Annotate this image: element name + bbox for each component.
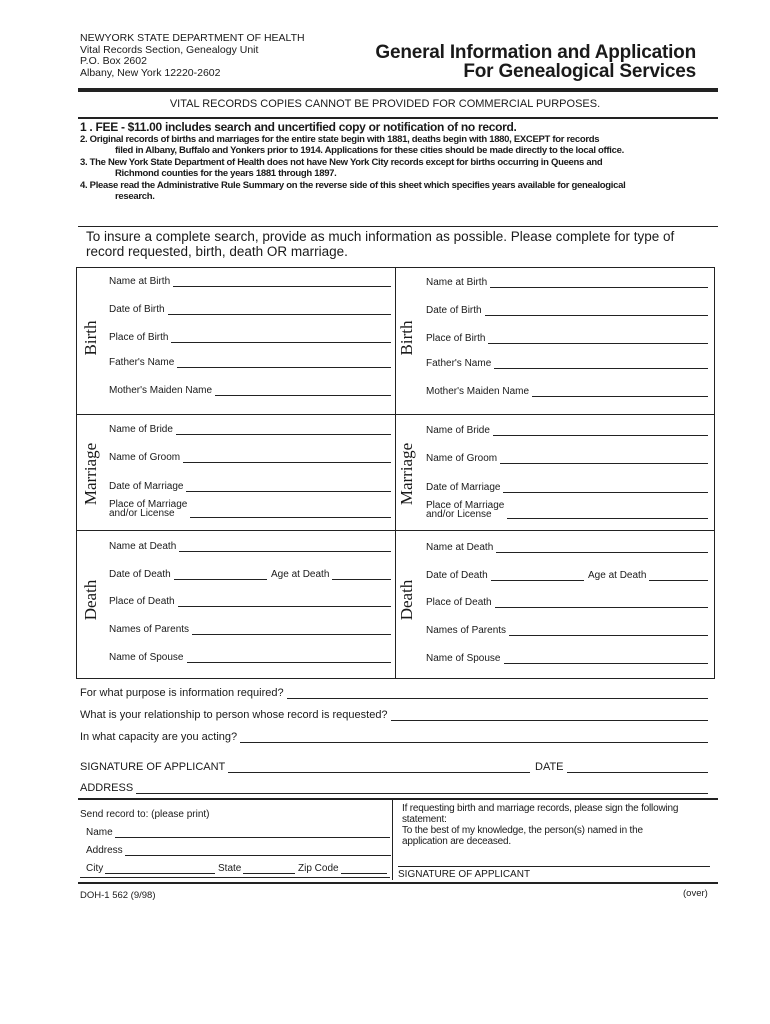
birth-father-field-2[interactable]: Father's Name: [426, 358, 708, 369]
marriage-place-field-2[interactable]: [426, 501, 708, 519]
section-label-birth: Birth: [81, 320, 100, 356]
marriage-groom-field[interactable]: Name of Groom: [109, 452, 391, 463]
marriage-place-label: Place of Marriage: [109, 499, 188, 510]
marriage-place-field[interactable]: [109, 500, 391, 518]
birth-name-field[interactable]: Name at Birth: [109, 276, 391, 287]
agency-section: Vital Records Section, Genealogy Unit: [80, 43, 259, 56]
marriage-date-field[interactable]: Date of Marriage: [109, 481, 391, 492]
birth-mother-field-2[interactable]: Mother's Maiden Name: [426, 386, 708, 397]
death-age-field[interactable]: Age at Death: [271, 569, 391, 580]
record-grid: [76, 267, 715, 679]
send-heading: Send record to: (please print): [80, 809, 210, 820]
birth-name-field-2[interactable]: Name at Birth: [426, 277, 708, 288]
agency-address: [80, 33, 305, 79]
marriage-groom-field-2[interactable]: Name of Groom: [426, 453, 708, 464]
marriage-place-label-2: Place of Marriage: [426, 500, 505, 511]
applicant-signature-field[interactable]: SIGNATURE OF APPLICANT: [80, 761, 530, 773]
section-label-death: Death: [81, 579, 100, 621]
purpose-field[interactable]: For what purpose is information required?: [80, 687, 708, 699]
note-4-cont: research.: [115, 191, 155, 202]
death-place-field[interactable]: Place of Death: [109, 596, 391, 607]
note-fee: 1 . FEE - $11.00 includes search and uncertified copy or notification of no record.: [80, 120, 517, 134]
form-title-line2: For Genealogical Services: [463, 61, 696, 82]
marriage-bride-field-2[interactable]: Name of Bride: [426, 425, 708, 436]
send-city-field[interactable]: City: [86, 863, 215, 874]
form-number: DOH-1 562 (9/98): [80, 890, 156, 901]
note-4: 4. Please read the Administrative Rule Summary on the reverse side of this sheet which specifies years available for genealogical: [80, 179, 626, 191]
commercial-notice: VITAL RECORDS COPIES CANNOT BE PROVIDED FOR COMMERCIAL PURPOSES.: [169, 98, 601, 110]
form-title: [375, 43, 696, 81]
death-name-field-2[interactable]: Name at Death: [426, 542, 708, 553]
death-parents-field[interactable]: Names of Parents: [109, 624, 391, 635]
marriage-date-field-2[interactable]: Date of Marriage: [426, 482, 708, 493]
note-3-cont: Richmond counties for the years 1881 through 1897.: [115, 168, 337, 179]
grid-row-divider-2: [77, 530, 714, 531]
statement-line-3: To the best of my knowledge, the person(s) named in the: [402, 825, 643, 836]
birth-date-field-2[interactable]: Date of Birth: [426, 305, 708, 316]
section-label-marriage-2: Marriage: [397, 442, 416, 506]
birth-date-field[interactable]: Date of Birth: [109, 304, 391, 315]
statement-signature-label: SIGNATURE OF APPLICANT: [398, 869, 531, 880]
send-divider: [392, 800, 393, 880]
statement-signature-field[interactable]: [398, 866, 710, 880]
marriage-license-label: and/or License: [109, 508, 175, 519]
death-date-field[interactable]: Date of Death: [109, 569, 267, 580]
send-address-field[interactable]: Address: [86, 845, 391, 856]
death-date-field-2[interactable]: Date of Death: [426, 570, 584, 581]
statement-line-2: statement:: [402, 814, 447, 825]
note-2-cont: filed in Albany, Buffalo and Yonkers prior to 1914. Applications for these cities should be made directly to the local office.: [115, 145, 624, 156]
address-field[interactable]: ADDRESS: [80, 782, 708, 794]
address-rule: [78, 798, 718, 800]
notes-rule: [78, 226, 718, 227]
form-title-line1: General Information and Application: [375, 42, 696, 63]
notice-rule: [78, 117, 718, 119]
search-instruction: To insure a complete search, provide as much information as possible. Please complete for type of record requested, birth, death OR marriage.: [86, 229, 675, 259]
relationship-field[interactable]: What is your relationship to person whose record is requested?: [80, 709, 708, 721]
footer-rule: [78, 882, 718, 884]
marriage-license-label-2: and/or License: [426, 509, 492, 520]
death-spouse-field-2[interactable]: Name of Spouse: [426, 653, 708, 664]
send-state-field[interactable]: State: [218, 863, 295, 874]
birth-father-field[interactable]: Father's Name: [109, 357, 391, 368]
grid-row-divider-1: [77, 414, 714, 415]
grid-divider: [395, 268, 396, 678]
statement-line-4: application are deceased.: [402, 836, 511, 847]
capacity-field[interactable]: In what capacity are you acting?: [80, 731, 708, 743]
death-place-field-2[interactable]: Place of Death: [426, 597, 708, 608]
birth-mother-field[interactable]: Mother's Maiden Name: [109, 385, 391, 396]
death-age-field-2[interactable]: Age at Death: [588, 570, 708, 581]
agency-pobox: P.O. Box 2602: [80, 55, 147, 67]
send-zip-field[interactable]: Zip Code: [298, 863, 387, 874]
section-label-marriage: Marriage: [81, 442, 100, 506]
birth-place-field[interactable]: Place of Birth: [109, 332, 391, 343]
death-parents-field-2[interactable]: Names of Parents: [426, 625, 708, 636]
send-bottom-rule: [80, 877, 390, 878]
date-field[interactable]: DATE: [535, 761, 708, 773]
section-label-birth-2: Birth: [397, 320, 416, 356]
agency-city: Albany, New York 12220-2602: [80, 66, 221, 79]
section-label-death-2: Death: [397, 579, 416, 621]
over-note: (over): [683, 888, 708, 899]
birth-place-field-2[interactable]: Place of Birth: [426, 333, 708, 344]
death-name-field[interactable]: Name at Death: [109, 541, 391, 552]
send-name-field[interactable]: Name: [86, 827, 390, 838]
header-rule: [78, 88, 718, 92]
marriage-bride-field[interactable]: Name of Bride: [109, 424, 391, 435]
agency-name: NEWYORK STATE DEPARTMENT OF HEALTH: [80, 32, 305, 44]
death-spouse-field[interactable]: Name of Spouse: [109, 652, 391, 663]
statement-line-1: If requesting birth and marriage records, please sign the following: [402, 803, 679, 814]
general-notes: [80, 122, 710, 203]
deceased-statement: [402, 803, 712, 847]
note-2: 2. Original records of births and marriages for the entire state begin with 1881, deaths begin with 1880, EXCEPT for records: [80, 133, 600, 145]
note-3: 3. The New York State Department of Health does not have New York City records except for births occurring in Queens and: [80, 156, 603, 168]
